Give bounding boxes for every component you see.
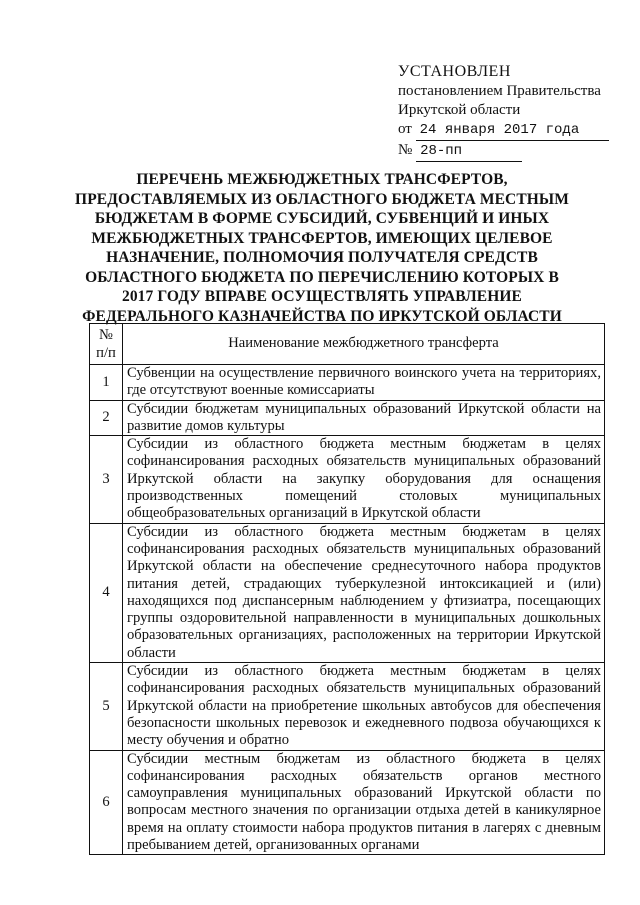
transfers-table [89, 323, 605, 855]
approval-number-row [398, 141, 618, 162]
approval-date-row [398, 120, 618, 141]
table-row [90, 400, 605, 436]
table-row [90, 436, 605, 523]
table-row [90, 365, 605, 401]
row-number: 5 [90, 663, 123, 750]
table-row [90, 750, 605, 855]
row-number: 3 [90, 436, 123, 523]
row-text: Субсидии местным бюджетам из областного бюджета в целях софинансирования расходных обязательств органов местного самоуправления муниципальных образований Иркутской области по вопросам местного значения по организации отдыха детей в каникулярное время на оплату стоимости набора продуктов питания в лагерях с дневным пребыванием детей, организованных органами [123, 750, 605, 855]
header-num-symbol: № [99, 327, 113, 343]
row-number: 2 [90, 400, 123, 436]
table-header-row [90, 324, 605, 365]
row-text: Субсидии из областного бюджета местным бюджетам в целях софинансирования расходных обязательств муниципальных образований Иркутской области на приобретение школьных автобусов для обеспечения безопасности школьных перевозок и ежедневного подвоза обучающихся к месту обучения и обратно [123, 663, 605, 750]
approval-date: 24 января 2017 года [416, 121, 610, 141]
approval-date-prefix: от [398, 121, 412, 137]
approval-title: УСТАНОВЛЕН [398, 63, 511, 80]
row-text: Субсидии из областного бюджета местным бюджетам в целях софинансирования расходных обязательств муниципальных образований Иркутской области на обеспечение среднесуточного набора продуктов питания детей, страдающих туберкулезной интоксикацией и (или) находящихся под диспансерным наблюдением у фтизиатра, посещающих группы оздоровительной направленности в муниципальных дошкольных образовательных организациях, расположенных на территории Иркутской области [123, 523, 605, 662]
header-num-label: п/п [96, 345, 116, 361]
row-number: 6 [90, 750, 123, 855]
header-num-cell [90, 324, 123, 365]
approval-number-prefix: № [398, 142, 413, 158]
row-number: 1 [90, 365, 123, 401]
approval-number: 28-пп [416, 142, 522, 162]
header-name-cell: Наименование межбюджетного трансферта [123, 324, 605, 365]
table-row [90, 523, 605, 662]
document-heading: ПЕРЕЧЕНЬ МЕЖБЮДЖЕТНЫХ ТРАНСФЕРТОВ, ПРЕДОСТАВЛЯЕМЫХ ИЗ ОБЛАСТНОГО БЮДЖЕТА МЕСТНЫМ БЮДЖЕТАМ В ФОРМЕ СУБСИДИЙ, СУБВЕНЦИЙ И ИНЫХ МЕЖБЮДЖЕТНЫХ ТРАНСФЕРТОВ, ИМЕЮЩИХ ЦЕЛЕВОЕ НАЗНАЧЕНИЕ, ПОЛНОМОЧИЯ ПОЛУЧАТЕЛЯ СРЕДСТВ ОБЛАСТНОГО БЮДЖЕТА ПО ПЕРЕЧИСЛЕНИЮ КОТОРЫХ В 2017 ГОДУ ВПРАВЕ ОСУЩЕСТВЛЯТЬ УПРАВЛЕНИЕ ФЕДЕРАЛЬНОГО КАЗНАЧЕЙСТВА ПО ИРКУТСКОЙ ОБЛАСТИ [75, 171, 569, 325]
row-number: 4 [90, 523, 123, 662]
row-text: Субсидии из областного бюджета местным бюджетам в целях софинансирования расходных обязательств муниципальных образований Иркутской области на закупку оборудования для оснащения производственных помещений столовых муниципальных общеобразовательных организаций в Иркутской области [123, 436, 605, 523]
row-text: Субсидии бюджетам муниципальных образований Иркутской области на развитие домов культуры [123, 400, 605, 436]
table-row [90, 663, 605, 750]
approval-stamp [398, 62, 618, 162]
row-text: Субвенции на осуществление первичного воинского учета на территориях, где отсутствуют военные комиссариаты [123, 365, 605, 401]
approval-line-2: Иркутской области [398, 102, 521, 118]
approval-line-1: постановлением Правительства [398, 83, 601, 99]
